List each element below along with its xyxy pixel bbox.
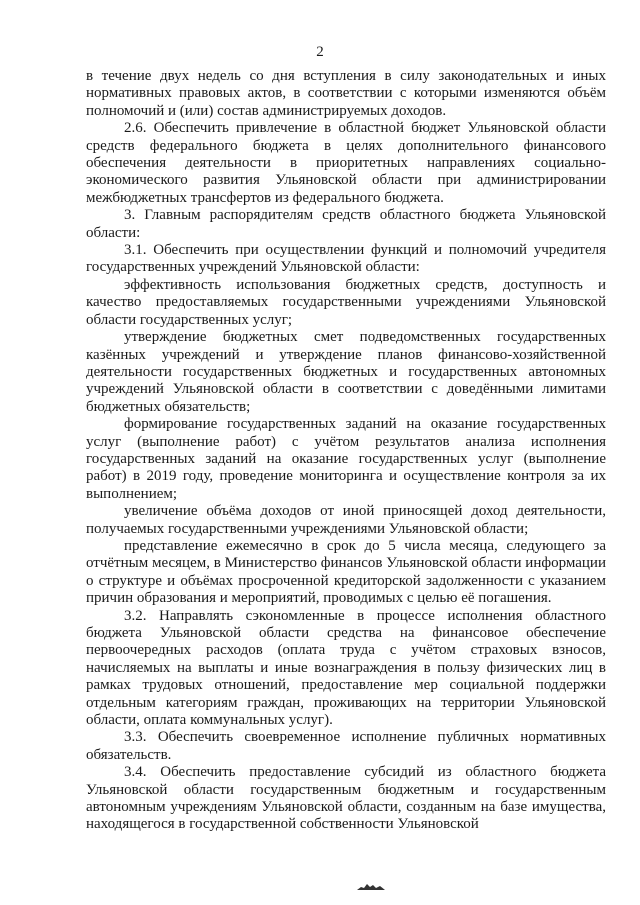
paragraph: 2.6. Обеспечить привлечение в областной бюджет Ульяновской области средств федерального бюджета в целях дополнительного финансового обеспечения деятельности в приоритетных направлениях социально-экономического развития Ульяновской области при администрировании межбюджетных трансфертов из федерального бюджета. xyxy=(86,120,606,206)
paragraph: 3.1. Обеспечить при осуществлении функций и полномочий учредителя государственных учреждений Ульяновской области: xyxy=(86,242,606,276)
ink-mark xyxy=(356,882,386,892)
paragraph: 3.3. Обеспечить своевременное исполнение публичных нормативных обязательств. xyxy=(86,729,606,763)
paragraph: 3.2. Направлять сэкономленные в процессе исполнения областного бюджета Ульяновской области средства на финансовое обеспечение первоочередных расходов (оплата труда с учётом страховых взносов, начисляемых на выплаты и иные вознаграждения в пользу физических лиц в рамках трудовых отношений, предоставление мер социальной поддержки отдельным категориям граждан, проживающих на территории Ульяновской области, оплата коммунальных услуг). xyxy=(86,607,606,729)
paragraph: 3. Главным распорядителям средств областного бюджета Ульяновской области: xyxy=(86,207,606,241)
paragraph: эффективность использования бюджетных средств, доступность и качество предоставляемых государственными учреждениями Ульяновской области государственных услуг; xyxy=(86,276,606,328)
paragraph: утверждение бюджетных смет подведомственных государственных казённых учреждений и утверждение планов финансово-хозяйственной деятельности государственных бюджетных и государственных автономных учреждений Ульяновской области в соответствии с доведёнными лимитами бюджетных обязательств; xyxy=(86,329,606,415)
paragraph: представление ежемесячно в срок до 5 числа месяца, следующего за отчётным месяцем, в Министерство финансов Ульяновской области информации о структуре и объёмах просроченной кредиторской задолженности с указанием причин образования и мероприятий, проводимых с целью её погашения. xyxy=(86,537,606,607)
page-number: 2 xyxy=(316,44,324,60)
paragraph: формирование государственных заданий на оказание государственных услуг (выполнение работ) с учётом результатов анализа исполнения государственных заданий на оказание государственных услуг (выполнение работ) в 2019 году, проведение мониторинга и осуществление контроля за их выполнением; xyxy=(86,416,606,502)
paragraph: в течение двух недель со дня вступления в силу законодательных и иных нормативных правовых актов, в соответствии с которыми изменяются объём полномочий и (или) состав администрируемых доходов. xyxy=(86,68,606,119)
paragraph: 3.4. Обеспечить предоставление субсидий из областного бюджета Ульяновской области государственным бюджетным и государственным автономным учреждениям Ульяновской области, созданным на базе имущества, находящегося в государственной собственности Ульяновской xyxy=(86,764,606,833)
paragraph: увеличение объёма доходов от иной приносящей доход деятельности, получаемых государственными учреждениями Ульяновской области; xyxy=(86,503,606,537)
document-body xyxy=(86,68,606,834)
